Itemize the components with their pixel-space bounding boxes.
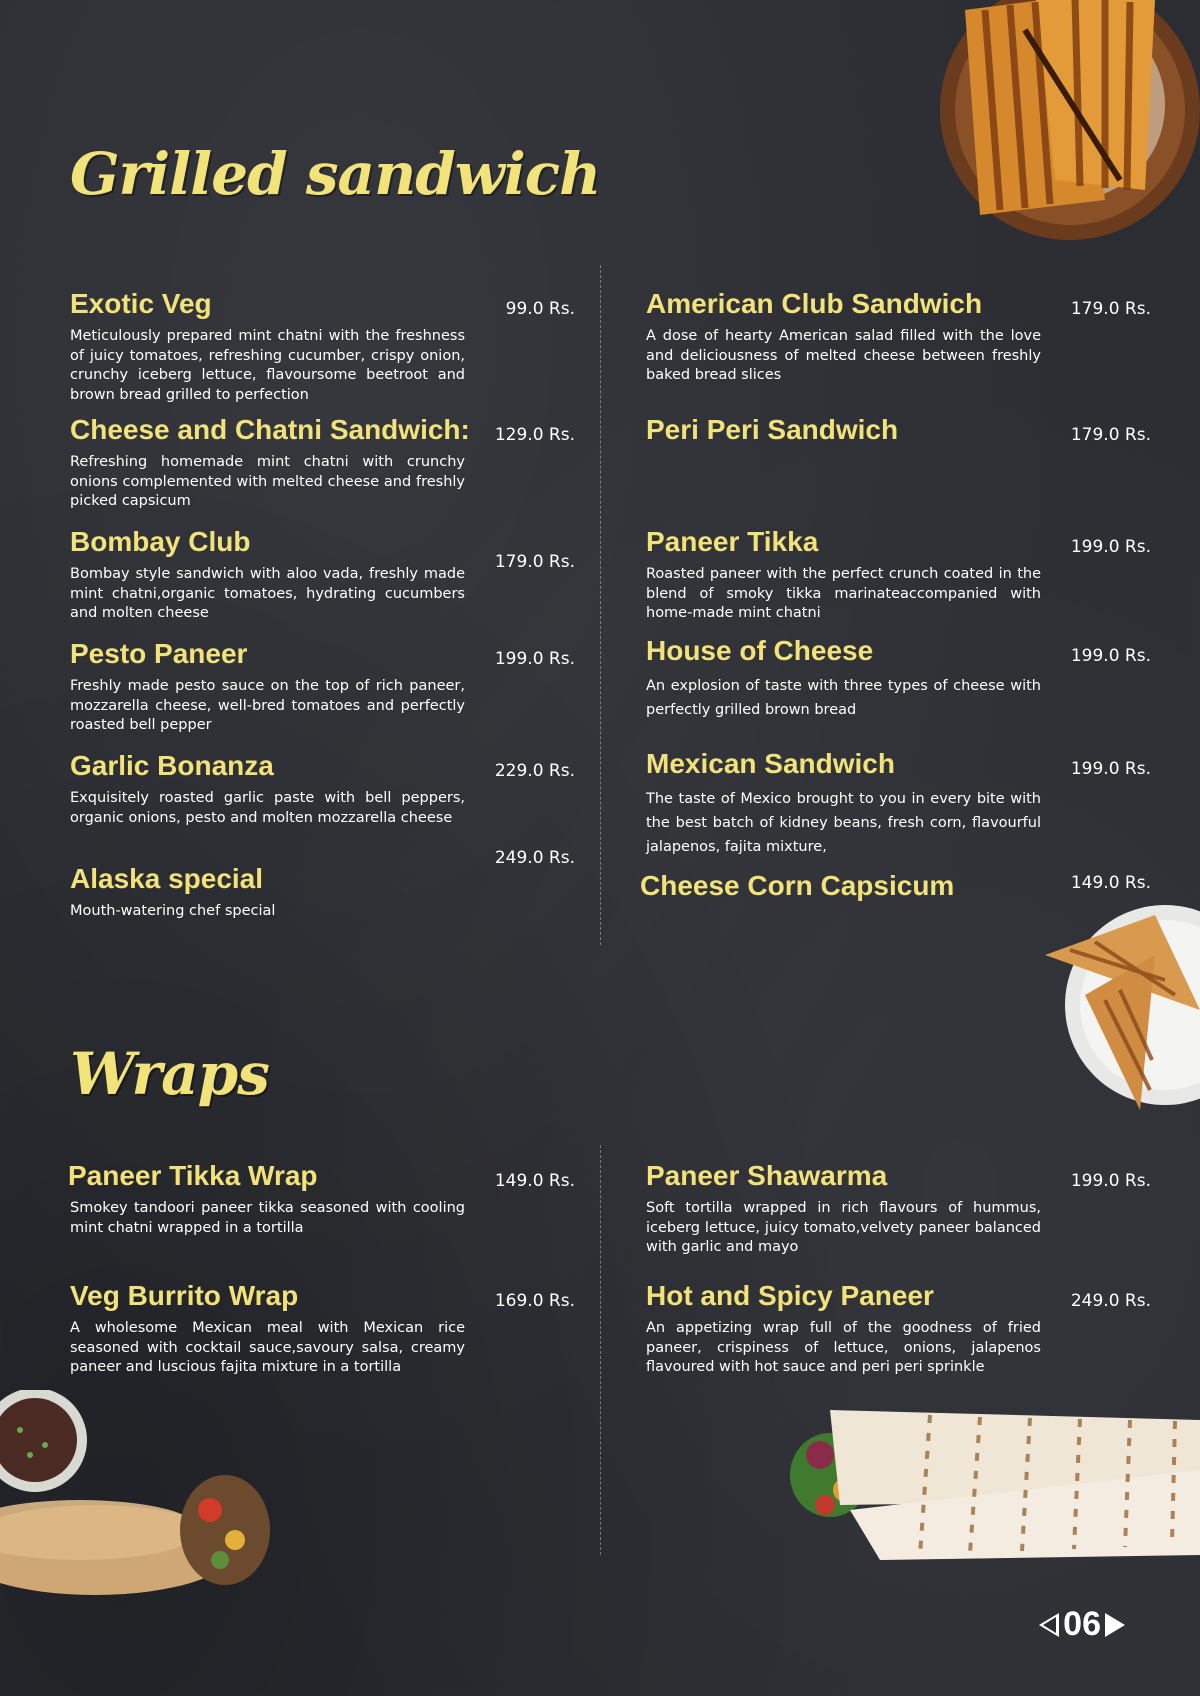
item-description: Refreshing homemade mint chatni with crunchy onions complemented with melted cheese and freshly picked capsicum <box>70 454 465 509</box>
item-price: 179.0 Rs. <box>494 552 575 572</box>
item-name: Paneer Tikka <box>646 526 819 557</box>
item-name: Alaska special <box>70 863 264 894</box>
menu-item <box>70 637 575 736</box>
menu-item <box>70 287 575 405</box>
item-name: Hot and Spicy Paneer <box>646 1280 934 1311</box>
item-name: Bombay Club <box>70 526 251 557</box>
toast-plate-image <box>1040 900 1200 1115</box>
item-name: Cheese and Chatni Sandwich: <box>70 414 470 445</box>
menu-item <box>70 413 575 512</box>
item-price: 149.0 Rs. <box>494 1171 575 1191</box>
item-price: 179.0 Rs. <box>1070 299 1151 319</box>
item-name: Peri Peri Sandwich <box>646 414 899 445</box>
item-name: Pesto Paneer <box>70 638 248 669</box>
menu-item <box>646 525 1151 624</box>
wraps-column-divider <box>600 1145 601 1555</box>
item-name: American Club Sandwich <box>646 288 983 319</box>
item-description: A wholesome Mexican meal with Mexican rice seasoned with cocktail sauce,savoury salsa, creamy paneer and luscious fajita mixture in a tortilla <box>70 1320 465 1375</box>
menu-item <box>68 1159 575 1238</box>
item-name: Mexican Sandwich <box>646 748 895 779</box>
item-name: House of Cheese <box>646 635 874 666</box>
item-description: An explosion of taste with three types of cheese with perfectly grilled brown bread <box>646 678 1041 718</box>
wraps-title: Wraps <box>70 1040 269 1108</box>
item-description: Bombay style sandwich with aloo vada, freshly made mint chatni,organic tomatoes, hydrating cucumbers and molten cheese <box>70 566 465 621</box>
menu-item <box>70 525 575 624</box>
menu-item <box>646 634 1151 722</box>
item-name: Exotic Veg <box>70 288 212 319</box>
item-price: 199.0 Rs. <box>1070 646 1151 666</box>
menu-item <box>646 1159 1151 1258</box>
grilled-sandwich-bowl-image <box>905 0 1200 260</box>
menu-item <box>646 747 1151 859</box>
menu-item <box>70 848 575 922</box>
item-description: A dose of hearty American salad filled with the love and deliciousness of melted cheese between freshly baked bread slices <box>646 328 1041 383</box>
item-description: Mouth-watering chef special <box>70 903 276 919</box>
item-price: 199.0 Rs. <box>1070 537 1151 557</box>
menu-item <box>646 413 1151 453</box>
grilled-wrap-image <box>790 1395 1200 1580</box>
item-price: 179.0 Rs. <box>1070 425 1151 445</box>
item-name: Paneer Shawarma <box>646 1160 888 1191</box>
item-description: The taste of Mexico brought to you in every bite with the best batch of kidney beans, fresh corn, flavourful jalapenos, fajita mixture, <box>646 791 1041 855</box>
item-price: 169.0 Rs. <box>494 1291 575 1311</box>
menu-item <box>70 749 575 828</box>
item-name: Garlic Bonanza <box>70 750 274 781</box>
item-description: Roasted paneer with the perfect crunch coated in the blend of smoky tikka marinateaccompanied with home-made mint chatni <box>646 566 1041 621</box>
grilled-sandwich-title: Grilled sandwich <box>70 140 601 208</box>
menu-item <box>640 869 1151 909</box>
item-price: 249.0 Rs. <box>494 848 575 868</box>
page-number <box>1039 1605 1125 1644</box>
item-name: Paneer Tikka Wrap <box>68 1160 318 1191</box>
item-price: 199.0 Rs. <box>494 649 575 669</box>
item-description: Freshly made pesto sauce on the top of rich paneer, mozzarella cheese, well-bred tomatoes and perfectly roasted bell pepper <box>70 678 465 733</box>
menu-item <box>646 287 1151 386</box>
item-description: Soft tortilla wrapped in rich flavours of hummus, iceberg lettuce, juicy tomato,velvety paneer balanced with garlic and mayo <box>646 1200 1041 1255</box>
item-price: 199.0 Rs. <box>1070 1171 1151 1191</box>
grilled-column-divider <box>600 265 601 945</box>
item-price: 199.0 Rs. <box>1070 759 1151 779</box>
prev-triangle-icon[interactable] <box>1039 1613 1059 1637</box>
menu-item <box>646 1279 1151 1378</box>
item-description: Meticulously prepared mint chatni with the freshness of juicy tomatoes, refreshing cucumber, crispy onion, crunchy iceberg lettuce, flavoursome beetroot and brown bread grilled to perfection <box>70 328 465 403</box>
item-name: Veg Burrito Wrap <box>70 1280 299 1311</box>
item-price: 99.0 Rs. <box>505 299 575 319</box>
item-name: Cheese Corn Capsicum <box>640 870 955 901</box>
item-description: Exquisitely roasted garlic paste with bell peppers, organic onions, pesto and molten mozzarella cheese <box>70 790 465 826</box>
item-price: 249.0 Rs. <box>1070 1291 1151 1311</box>
menu-item <box>70 1279 575 1378</box>
item-price: 129.0 Rs. <box>494 425 575 445</box>
item-description: Smokey tandoori paneer tikka seasoned with cooling mint chatni wrapped in a tortilla <box>70 1200 465 1236</box>
burrito-dip-image <box>0 1390 270 1600</box>
item-description: An appetizing wrap full of the goodness of fried paneer, crispiness of lettuce, onions, jalapenos flavoured with hot sauce and peri peri sprinkle <box>646 1320 1041 1375</box>
item-price: 149.0 Rs. <box>1070 873 1151 893</box>
next-triangle-icon[interactable] <box>1105 1613 1125 1637</box>
item-price: 229.0 Rs. <box>494 761 575 781</box>
page-number-text: 06 <box>1063 1605 1101 1643</box>
